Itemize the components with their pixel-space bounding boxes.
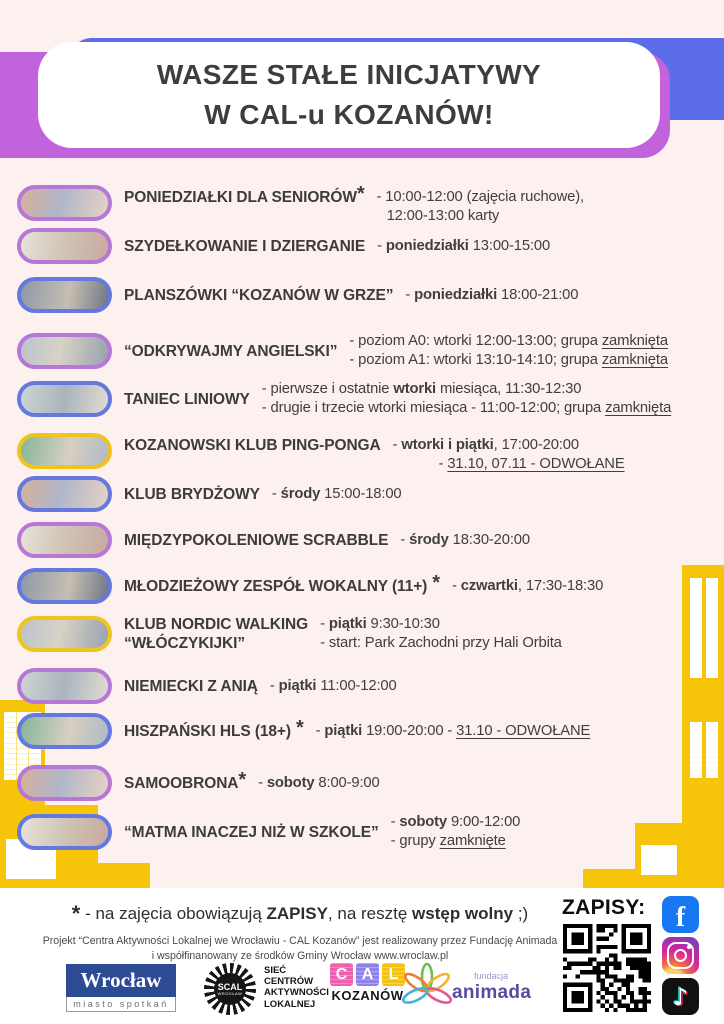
activity-row [17,765,380,801]
building-windows [690,578,718,678]
activity-row [17,228,550,264]
activity-photo [17,333,112,369]
social-icons [662,896,699,1015]
wroclaw-logo [66,964,176,1012]
poster-title [157,55,541,135]
activity-title: MIĘDZYPOKOLENIOWE SCRABBLE [124,531,389,549]
activity-row [17,522,530,558]
activity-row [17,428,625,474]
activity-title: MŁODZIEŻOWY ZESPÓŁ WOKALNY (11+) * [124,571,440,595]
activity-row [17,615,562,653]
activity-title: KLUB BRYDŻOWY [124,485,260,503]
activity-row [17,668,397,704]
activity-schedule: - piątki 11:00-12:00 [269,677,397,694]
activity-title: KOZANOWSKI KLUB PING-PONGA [124,437,381,454]
zapisy-label: ZAPISY: [562,896,646,919]
activity-schedule: - piątki 9:30-10:30 - start: Park Zachodni przy Hali Orbita [320,616,562,651]
poster-title-line1: WASZE STAŁE INICJATYWY [156,59,542,91]
activity-schedule: - soboty 8:00-9:00 [258,774,380,791]
poster-title-line2: W CAL-u KOZANÓW! [204,99,494,130]
wroclaw-logo-tagline: miasto spotkań [66,997,176,1012]
activity-title: NIEMIECKI Z ANIĄ [124,677,258,695]
activity-schedule: - czwartki, 17:30-18:30 [451,577,604,594]
activity-title: KLUB NORDIC WALKING “WŁÓCZYKIJKI” [124,616,309,652]
scal-logo [204,963,256,1015]
building-windows [690,722,718,778]
cal-kozanow-logo [330,963,405,1003]
cal-letter-l: L [382,963,405,986]
activity-schedule: - soboty 9:00-12:00 - grupy zamknięte [390,814,521,849]
activity-row [17,277,578,313]
activity-photo [17,668,112,704]
scal-logo-text: SCAL [217,981,243,992]
activity-photo [17,228,112,264]
activity-title: PONIEDZIAŁKI DLA SENIORÓW* [124,183,365,206]
building-silhouette-right-mid [635,823,682,888]
activity-title: TANIEC LINIOWY [124,390,250,408]
activity-schedule: - pierwsze i ostatnie wtorki miesiąca, 11:30-12:30 - drugie i trzecie wtorki miesiąca - 11:00-12:00; grupa zamknięta [261,381,672,416]
activity-schedule: - poniedziałki 13:00-15:00 [377,237,551,254]
activity-schedule: - 10:00-12:00 (zajęcia ruchowe), 12:00-13:00 karty [376,189,584,224]
activity-row [17,332,668,370]
wroclaw-logo-name: Wrocław [66,964,176,997]
activity-title: SZYDEŁKOWANIE I DZIERGANIE [124,237,366,255]
cal-letter-c: C [330,963,353,986]
activity-title: HISZPAŃSKI HLS (18+) * [124,716,304,740]
activity-photo [17,381,112,417]
activity-schedule: - piątki 19:00-20:00 - 31.10 - ODWOŁANE [315,722,591,739]
tiktok-icon [662,978,699,1015]
footer [0,888,724,1024]
activity-photo [17,765,112,801]
activity-photo [17,185,112,221]
building-silhouette-right-tall [682,565,724,888]
activity-row [17,476,402,512]
activity-title: “MATMA INACZEJ NIŻ W SZKOLE” [124,823,379,841]
animada-logo-fundacja: fundacja [474,971,509,981]
activity-photo [17,522,112,558]
activity-title: SAMOOBRONA* [124,768,247,792]
activity-title: PLANSZÓWKI “KOZANÓW W GRZE” [124,286,394,304]
building-windows [641,845,677,875]
header-card [38,42,660,148]
facebook-icon [662,896,699,933]
activity-photo [17,277,112,313]
cal-logo-name: KOZANÓW [331,988,404,1003]
instagram-camera-dot [687,945,691,949]
activity-photo [17,433,112,469]
activity-row [17,180,584,226]
activity-photo [17,814,112,850]
project-credits-line1: Projekt “Centra Aktywności Lokalnej we Wrocławiu - CAL Kozanów” jest realizowany przez Fundację Animada [42,935,558,947]
activity-row [17,568,603,604]
animada-logo-flower [402,958,452,1012]
qr-code [563,924,651,1012]
activity-schedule: - poniedziałki 18:00-21:00 [405,286,579,303]
activity-photo [17,568,112,604]
activity-row [17,713,590,749]
activity-schedule: - wtorki i piątki, 17:00-20:00 - 31.10, 07.11 - ODWOŁANE [392,437,625,472]
building-silhouette-right-step [583,869,635,888]
activity-photo [17,476,112,512]
activity-title: “ODKRYWAJMY ANGIELSKI” [124,342,338,360]
activity-row [17,380,671,418]
project-credits-line2: i współfinanowany ze środków Gminy Wrocław www.wroclaw.pl [151,949,449,962]
scal-logo-subtext: WROCŁAW [217,990,243,996]
instagram-icon [662,937,699,974]
animada-logo [402,958,531,1012]
animada-logo-name: animada [452,982,532,1003]
building-silhouette-left-step [98,863,150,888]
activity-schedule: - środy 18:30-20:00 [400,531,530,548]
cal-letter-a: A [356,963,379,986]
activity-schedule: - środy 15:00-18:00 [271,485,402,502]
activity-schedule: - poziom A0: wtorki 12:00-13:00; grupa zamknięta - poziom A1: wtorki 13:10-14:10; grupa zamknięta [349,333,668,368]
activity-photo [17,713,112,749]
activity-row [17,813,520,851]
scal-network-label: SIEĆ CENTRÓW AKTYWNOŚCI LOKALNEJ [264,965,329,1010]
signup-footnote: * - na zajęcia obowiązują ZAPISY, na resztę wstęp wolny ;) [71,901,529,926]
activity-photo [17,616,112,652]
